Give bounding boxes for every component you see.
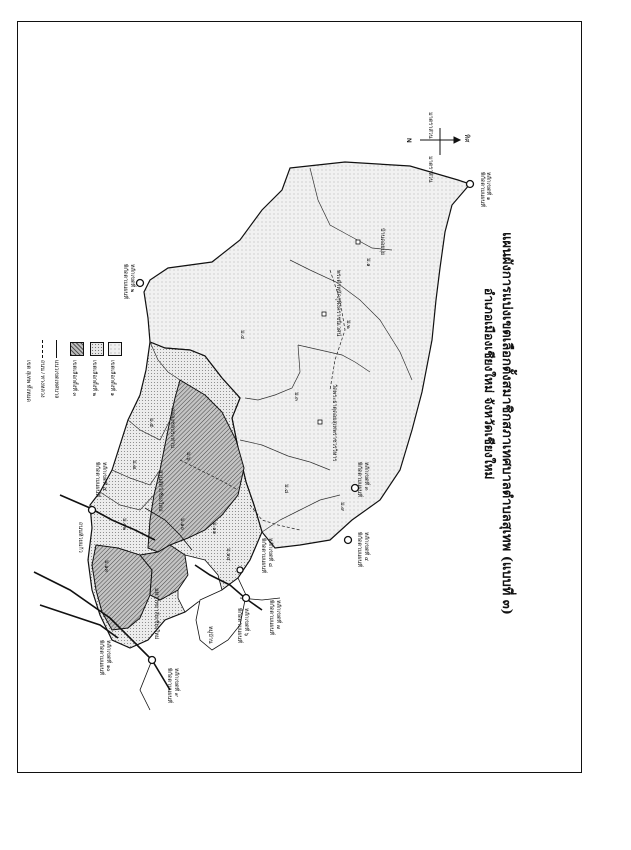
place-canal: คลองชลประทาน bbox=[169, 408, 175, 449]
village-label: ม.๑๑ bbox=[211, 522, 217, 535]
place-road-huaykaew: ถนนห้วยแก้ว bbox=[77, 522, 83, 553]
boundary-marker-2 bbox=[137, 280, 144, 287]
marker-sub-3: พิกัดตามแผนที่ bbox=[356, 462, 362, 497]
marker-sub-8: พิกัดตามแผนที่ bbox=[260, 538, 266, 573]
legend-swatch-1 bbox=[108, 342, 122, 356]
village-label: ม.๑๒ bbox=[121, 518, 127, 531]
village-label: ม.๑๔ bbox=[225, 548, 231, 561]
legend-line-road bbox=[42, 340, 44, 358]
marker-label-2: หลักเขตที่ ๒ bbox=[129, 264, 135, 293]
legend-label-2: เขตเลือกตั้งที่ ๒ bbox=[91, 360, 97, 397]
marker-label-3: หลักเขตที่ ๓ bbox=[363, 462, 369, 491]
legend-swatch-3 bbox=[70, 342, 84, 356]
marker-sub-10: พิกัดตามแผนที่ bbox=[98, 640, 104, 675]
marker-sub-9: พิกัดตามแผนที่ bbox=[166, 668, 172, 703]
marker-sub-4: พิกัดตามแผนที่ bbox=[356, 532, 362, 567]
marker-label-6: หลักเขตที่ ๖ bbox=[243, 608, 249, 637]
legend-line-boundary bbox=[56, 340, 57, 358]
village-label: ม.๑ bbox=[365, 258, 371, 267]
village-label: ม.๗ bbox=[131, 460, 137, 470]
marker-label-8: หลักเขตที่ ๘ bbox=[267, 538, 273, 567]
village-label: ม.๖ bbox=[185, 452, 191, 461]
village-label: ม.๑๓ bbox=[103, 560, 109, 573]
boundary-marker-6 bbox=[243, 595, 250, 602]
marker-label-5: หลักเขตที่ ๕ bbox=[101, 462, 107, 491]
village-label: ม.๕ bbox=[148, 418, 154, 428]
village-label: ม.๒ bbox=[345, 320, 351, 329]
marker-label-1: หลักเขตที่ ๑ bbox=[485, 172, 491, 201]
marker-sub-6: พิกัดตามแผนที่ bbox=[236, 608, 242, 643]
legend-line-label-2: ถนน / ทางหลวง bbox=[39, 360, 45, 398]
village-label: ม.๔ bbox=[239, 330, 245, 340]
boundary-marker-4 bbox=[345, 537, 352, 544]
marker-sub-1: พิกัดตามแผนที่ bbox=[479, 172, 485, 207]
legend-line-label-1: แนวเขตเทศบาล bbox=[53, 360, 59, 399]
place-village: หมู่บ้าน bbox=[207, 626, 213, 644]
place-university: มหาวิทยาลัยเชียงใหม่ bbox=[153, 588, 159, 640]
map-subtitle: อำเภอเมืองเชียงใหม่ จังหวัดเชียงใหม่ bbox=[482, 288, 496, 480]
legend-label-3: เขตเลือกตั้งที่ ๓ bbox=[71, 360, 77, 397]
legend-swatch-2 bbox=[90, 342, 104, 356]
marker-label-9: หลักเขตที่ ๙ bbox=[173, 668, 179, 697]
map-title: แผนผังการแบ่งเขตเลือกตั้งสมาชิกสภาเทศบาลตำบลสุเทพ (แบบที่ ๓) bbox=[499, 232, 514, 615]
boundary-marker-1 bbox=[467, 181, 474, 188]
marker-sub-5: พิกัดตามแผนที่ bbox=[94, 462, 100, 497]
boundary-marker-7 bbox=[149, 657, 156, 664]
place-zoo: สวนสัตว์เชียงใหม่ bbox=[157, 470, 163, 512]
marker-sub-7: พิกัดตามแผนที่ bbox=[268, 600, 274, 635]
village-label: ม.๙ bbox=[339, 502, 345, 512]
place-phuping: พระตำหนักภูพิงคราชนิเวศน์ bbox=[335, 270, 341, 337]
marker-label-7: หลักเขตที่ ๗ bbox=[275, 600, 281, 629]
marker-sub-2: พิกัดตามแผนที่ bbox=[122, 264, 128, 299]
north-label: ทิศ bbox=[463, 134, 470, 143]
marker-label-10: หลักเขตที่ ๑๐ bbox=[105, 640, 111, 672]
legend-footer: เขต สุเทพ ทั้งหมด bbox=[25, 360, 31, 402]
boundary-marker-8 bbox=[237, 567, 243, 573]
village-label: ม.๑๐ bbox=[179, 518, 185, 531]
legend-label-1: เขตเลือกตั้งที่ ๑ bbox=[109, 360, 115, 396]
north-symbol: N bbox=[405, 138, 412, 143]
place-ban-doi-pui: บ้านดอยปุย bbox=[379, 228, 385, 256]
village-label: ม.๓ bbox=[293, 392, 299, 401]
scale-label-bottom: มาตราส่วน bbox=[427, 156, 433, 183]
place-doi-suthep: วัดพระธาตุดอยสุเทพราชวรวิหาร bbox=[331, 384, 337, 462]
marker-label-4: หลักเขตที่ ๔ bbox=[363, 532, 369, 561]
village-label: ม.๘ bbox=[283, 484, 289, 494]
boundary-marker-5 bbox=[89, 507, 96, 514]
scale-label-top: มาตราส่วน bbox=[427, 112, 433, 139]
